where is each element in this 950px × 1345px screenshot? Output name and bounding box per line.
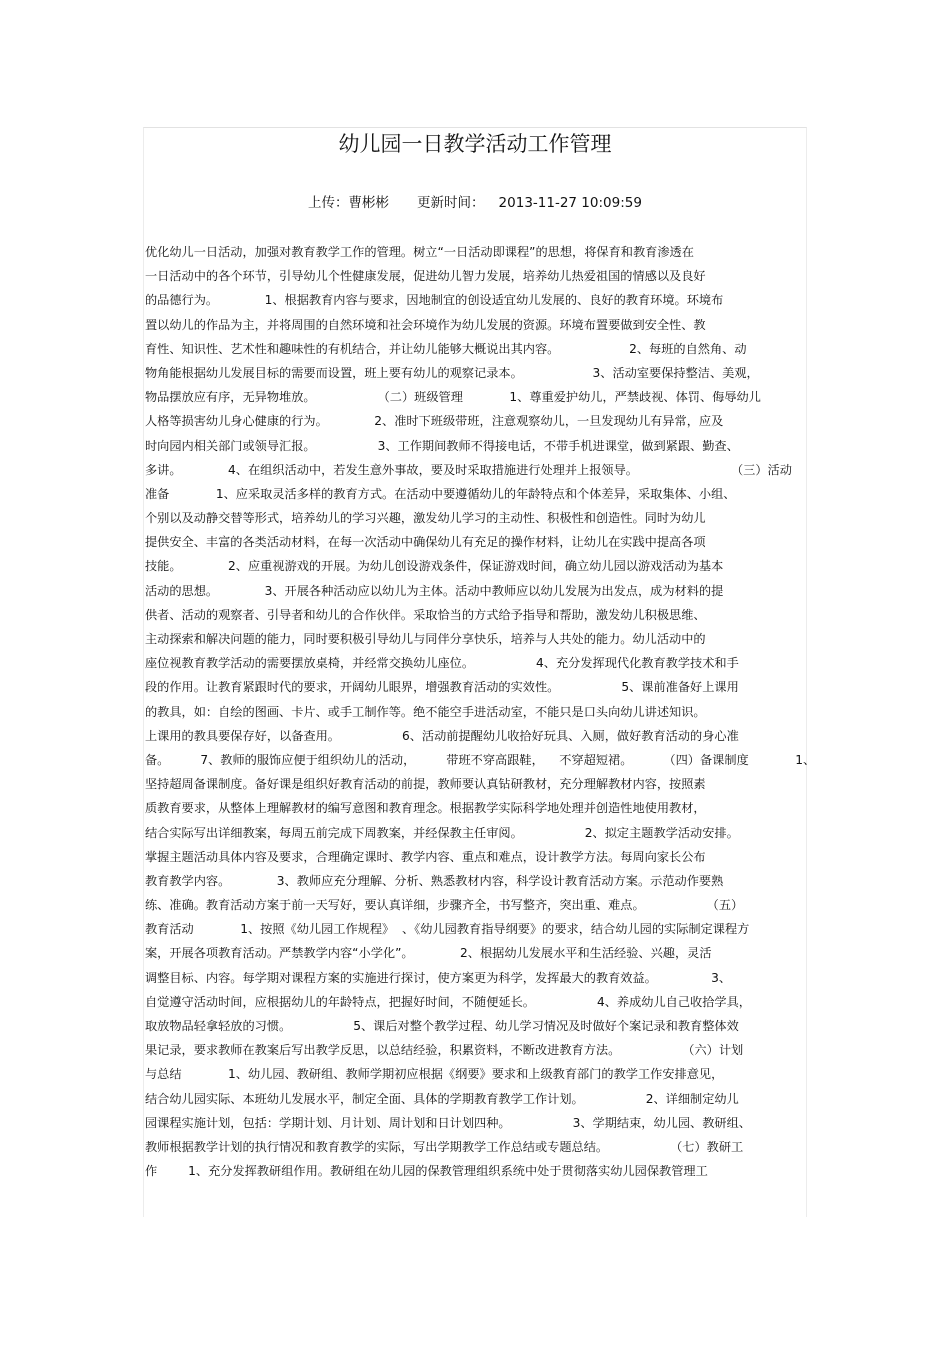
body-line: 取放物品轻拿轻放的习惯。 5、课后对整个教学过程、幼儿学习情况及时做好个案记录和教育整体效 [145,1019,739,1033]
body-line: 教育活动 1、按照《幼儿园工作规程》 、《幼儿园教育指导纲要》的要求，结合幼儿园的实际制定课程方 [145,922,750,937]
body-line: 教师根据教学计划的执行情况和教育教学的实际，写出学期教学工作总结或专题总结。 （七）教研工 [145,1139,744,1154]
body-line: 物角能根据幼儿发展目标的需要而设置，班上要有幼儿的观察记录本。 3、活动室要保持整洁、美观， [145,365,759,380]
body-line: 个别以及动静交替等形式，培养幼儿的学习兴趣，激发幼儿学习的主动性、积极性和创造性。同时为幼儿 [145,511,706,526]
document-title: 幼儿园一日教学活动工作管理 [338,132,612,156]
body-line: 一日活动中的各个环节，引导幼儿个性健康发展，促进幼儿智力发展，培养幼儿热爱祖国的情感以及良好 [145,269,706,284]
body-line: 备。 7、教师的服饰应便于组织幼儿的活动， 带班不穿高跟鞋， 不穿超短裙。 （四）备课制度 1、 [145,752,816,767]
body-line: 的教具，如：自绘的图画、卡片、或手工制作等。绝不能空手进活动室，不能只是口头向幼儿讲述知识。 [145,704,706,719]
body-line: 质教育要求，从整体上理解教材的编写意图和教育理念。根据教学实际科学地处理并创造性地使用教材， [145,801,706,816]
body-line: 教育教学内容。 3、教师应充分理解、分析、熟悉教材内容，科学设计教育活动方案。示范动作要熟 [145,873,724,888]
body-line: 调整目标、内容。每学期对课程方案的实施进行探讨，使方案更为科学，发挥最大的教育效益。 3、 [145,970,732,985]
body-line: 置以幼儿的作品为主，并将周围的自然环境和社会环境作为幼儿发展的资源。环境布置要做到安全性、教 [145,317,706,332]
body-line: 优化幼儿一日活动，加强对教育教学工作的管理。树立“一日活动即课程”的思想，将保育和教育渗透在 [145,245,694,259]
updated-label: 更新时间： [417,195,485,211]
body-line: 掌握主题活动具体内容及要求，合理确定课时、教学内容、重点和难点，设计教学方法。每周向家长公布 [145,849,706,864]
body-line: 段的作用。让教育紧跟时代的要求，开阔幼儿眼界，增强教育活动的实效性。 5、课前准备好上课用 [145,680,739,695]
body-line: 案，开展各项教育活动。严禁教学内容“小学化”。 2、根据幼儿发展水平和生活经验、兴趣，灵活 [145,946,712,961]
uploader-name: 曹彬彬 [348,195,390,211]
body-line: 与总结 1、幼儿园、教研组、教师学期初应根据《纲要》要求和上级教育部门的教学工作安排意见， [145,1067,724,1082]
body-line: 自觉遵守活动时间，应根据幼儿的年龄特点，把握好时间，不随便延长。 4、养成幼儿自己收拾学具， [145,994,751,1009]
body-line: 练、准确。教育活动方案于前一天写好，要认真详细，步骤齐全，书写整齐，突出重、难点。 （五） [145,898,744,913]
body-line: 的品德行为。 1、根据教育内容与要求，因地制宜的创设适宜幼儿发展的、良好的教育环境。环境布 [145,293,724,308]
body-line: 育性、知识性、艺术性和趣味性的有机结合，并让幼儿能够大概说出其内容。 2、每班的自然角、动 [145,341,747,356]
body-line: 提供安全、丰富的各类活动材料，在每一次活动中确保幼儿有充足的操作材料，让幼儿在实践中提高各项 [145,535,706,550]
body-line: 上课用的教具要保存好，以备查用。 6、活动前提醒幼儿收拾好玩具、入厕，做好教育活动的身心准 [145,728,739,743]
body-line: 结合实际写出详细教案，每周五前完成下周教案，并经保教主任审阅。 2、拟定主题教学活动安排。 [145,825,739,840]
body-line: 主动探索和解决问题的能力，同时要积极引导幼儿与同伴分享快乐，培养与人共处的能力。幼儿活动中的 [145,632,706,646]
body-line: 时向园内相关部门或领导汇报。 3、工作期间教师不得接电话，不带手机进课堂，做到紧跟、勤查、 [145,438,739,453]
body-line: 果记录，要求教师在教案后写出教学反思，以总结经验，积累资料，不断改进教育方法。 （六）计划 [145,1043,744,1058]
updated-time: 2013-11-27 10:09:59 [498,195,642,211]
body-line: 座位视教育教学活动的需要摆放桌椅，并经常交换幼儿座位。 4、充分发挥现代化教育教学技术和手 [145,656,739,671]
body-line: 结合幼儿园实际、本班幼儿发展水平，制定全面、具体的学期教育教学工作计划。 2、详细制定幼儿 [145,1091,739,1106]
body-line: 技能。 2、应重视游戏的开展。为幼儿创设游戏条件，保证游戏时间，确立幼儿园以游戏活动为基本 [145,559,724,574]
body-line: 园课程实施计划，包括：学期计划、月计划、周计划和日计划四种。 3、学期结束，幼儿园、教研组、 [145,1115,751,1130]
body-line: 坚持超周备课制度。备好课是组织好教育活动的前提，教师要认真钻研教材，充分理解教材内容，按照素 [145,777,706,792]
document-meta [143,191,807,211]
body-line: 活动的思想。 3、开展各种活动应以幼儿为主体。活动中教师应以幼儿发展为出发点，成为材料的提 [145,583,724,598]
body-line: 供者、活动的观察者、引导者和幼儿的合作伙伴。采取恰当的方式给予指导和帮助，激发幼儿积极思维、 [145,607,706,622]
body-line: 多讲。 4、在组织活动中，若发生意外事故，要及时采取措施进行处理并上报领导。 （三）活动 [145,462,792,477]
body-line: 物品摆放应有序，无异物堆放。 （二）班级管理 1、尊重爱护幼儿，严禁歧视、体罚、侮辱幼儿 [145,390,761,405]
body-line: 准备 1、应采取灵活多样的教育方式。在活动中要遵循幼儿的年龄特点和个体差异，采取集体、小组、 [145,486,736,501]
body-line: 人格等损害幼儿身心健康的行为。 2、准时下班级带班，注意观察幼儿，一旦发现幼儿有异常，应及 [145,414,724,429]
uploader-label: 上传： [308,195,349,211]
body-line: 作 1、充分发挥教研组作用。教研组在幼儿园的保教管理组织系统中处于贯彻落实幼儿园保教管理工 [145,1164,708,1179]
document-body [145,240,816,1183]
